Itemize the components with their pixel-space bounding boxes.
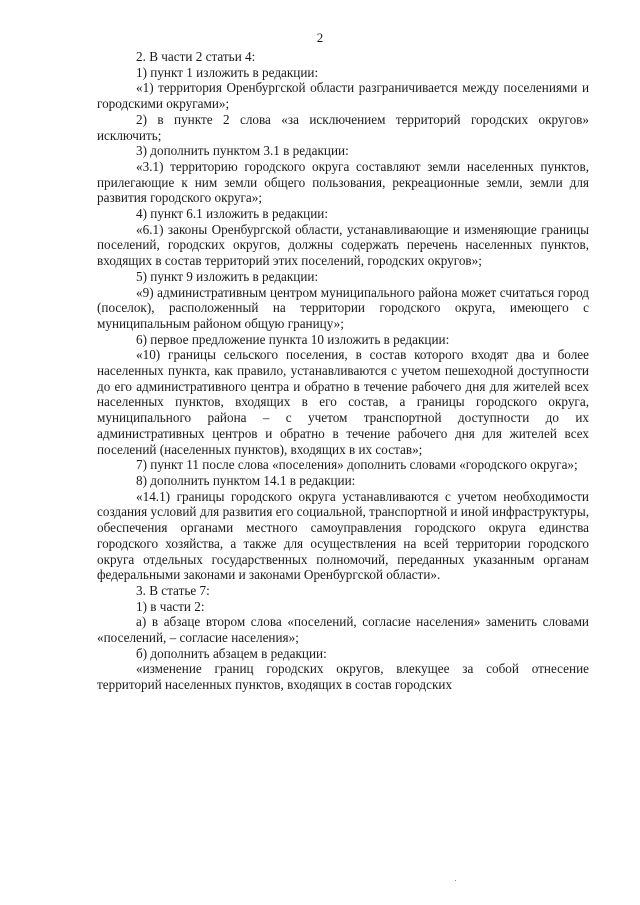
quoted-text: «3.1) территорию городского округа составляют земли населенных пунктов, прилегающие к ним земли общего пользования, рекреационные земли, земли для развития городского округа»;	[97, 158, 589, 206]
quoted-text: «6.1) законы Оренбургской области, устанавливающие и изменяющие границы поселений, городских округов, должны содержать перечень населенных пунктов, входящих в состав территорий этих поселений, городских округов»;	[97, 221, 589, 269]
amendment-item: б) дополнить абзацем в редакции:	[136, 645, 327, 661]
quoted-text: «1) территория Оренбургской области разграничивается между поселениями и городскими округами»;	[97, 80, 589, 112]
quoted-text: «изменение границ городских округов, влекущее за собой отнесение территорий населенных пунктов, входящих в состав городских	[97, 661, 589, 693]
amendment-item: 3) дополнить пунктом 3.1 в редакции:	[136, 143, 349, 159]
amendment-item: 4) пункт 6.1 изложить в редакции:	[136, 206, 329, 222]
amendment-item: 2) в пункте 2 слова «за исключением территорий городских округов» исключить;	[97, 111, 589, 143]
section-heading: 3. В статье 7:	[136, 582, 210, 598]
amendment-item: а) в абзаце втором слова «поселений, согласие населения» заменить словами «поселений, – согласие населения»;	[97, 614, 589, 646]
quoted-text: «10) границы сельского поселения, в состав которого входят два и более населенных пункта, как правило, устанавливаются с учетом пешеходной доступности до его административного центра и обратно в течение рабочего дня для жителей всех населенных пунктов, входящих в его состав, а границы городского округа, муниципального района – с учетом транспортной доступности до их административных центров и обратно в течение рабочего дня для жителей всех поселений (населенных пунктов), входящих в их состав»;	[97, 347, 589, 457]
section-heading: 2. В части 2 статьи 4:	[136, 49, 256, 64]
quoted-text: «14.1) границы городского округа устанавливаются с учетом необходимости создания условий для развития его социальной, транспортной и иной инфраструктуры, обеспечения органами местного самоуправления городского округа единства городского хозяйства, а также для осуществления на всей территории городского округа отдельных государственных полномочий, переданных указанным органам федеральными законами и законами Оренбургской области».	[97, 488, 589, 583]
amendment-item: 6) первое предложение пункта 10 изложить в редакции:	[136, 331, 450, 347]
amendment-item: 1) пункт 1 изложить в редакции:	[136, 64, 319, 80]
document-body	[97, 49, 589, 693]
amendment-item: 7) пункт 11 после слова «поселения» дополнить словами «городского округа»;	[136, 457, 578, 473]
amendment-item: 8) дополнить пунктом 14.1 в редакции:	[136, 472, 356, 488]
amendment-item: 1) в части 2:	[136, 598, 205, 614]
page-number: 2	[316, 30, 324, 45]
scan-artifact	[455, 880, 456, 881]
quoted-text: «9) административным центром муниципального района может считаться город (поселок), расположенный на территории городского округа, имеющего с муниципальным районом общую границу»;	[97, 284, 589, 331]
amendment-item: 5) пункт 9 изложить в редакции:	[136, 268, 319, 284]
